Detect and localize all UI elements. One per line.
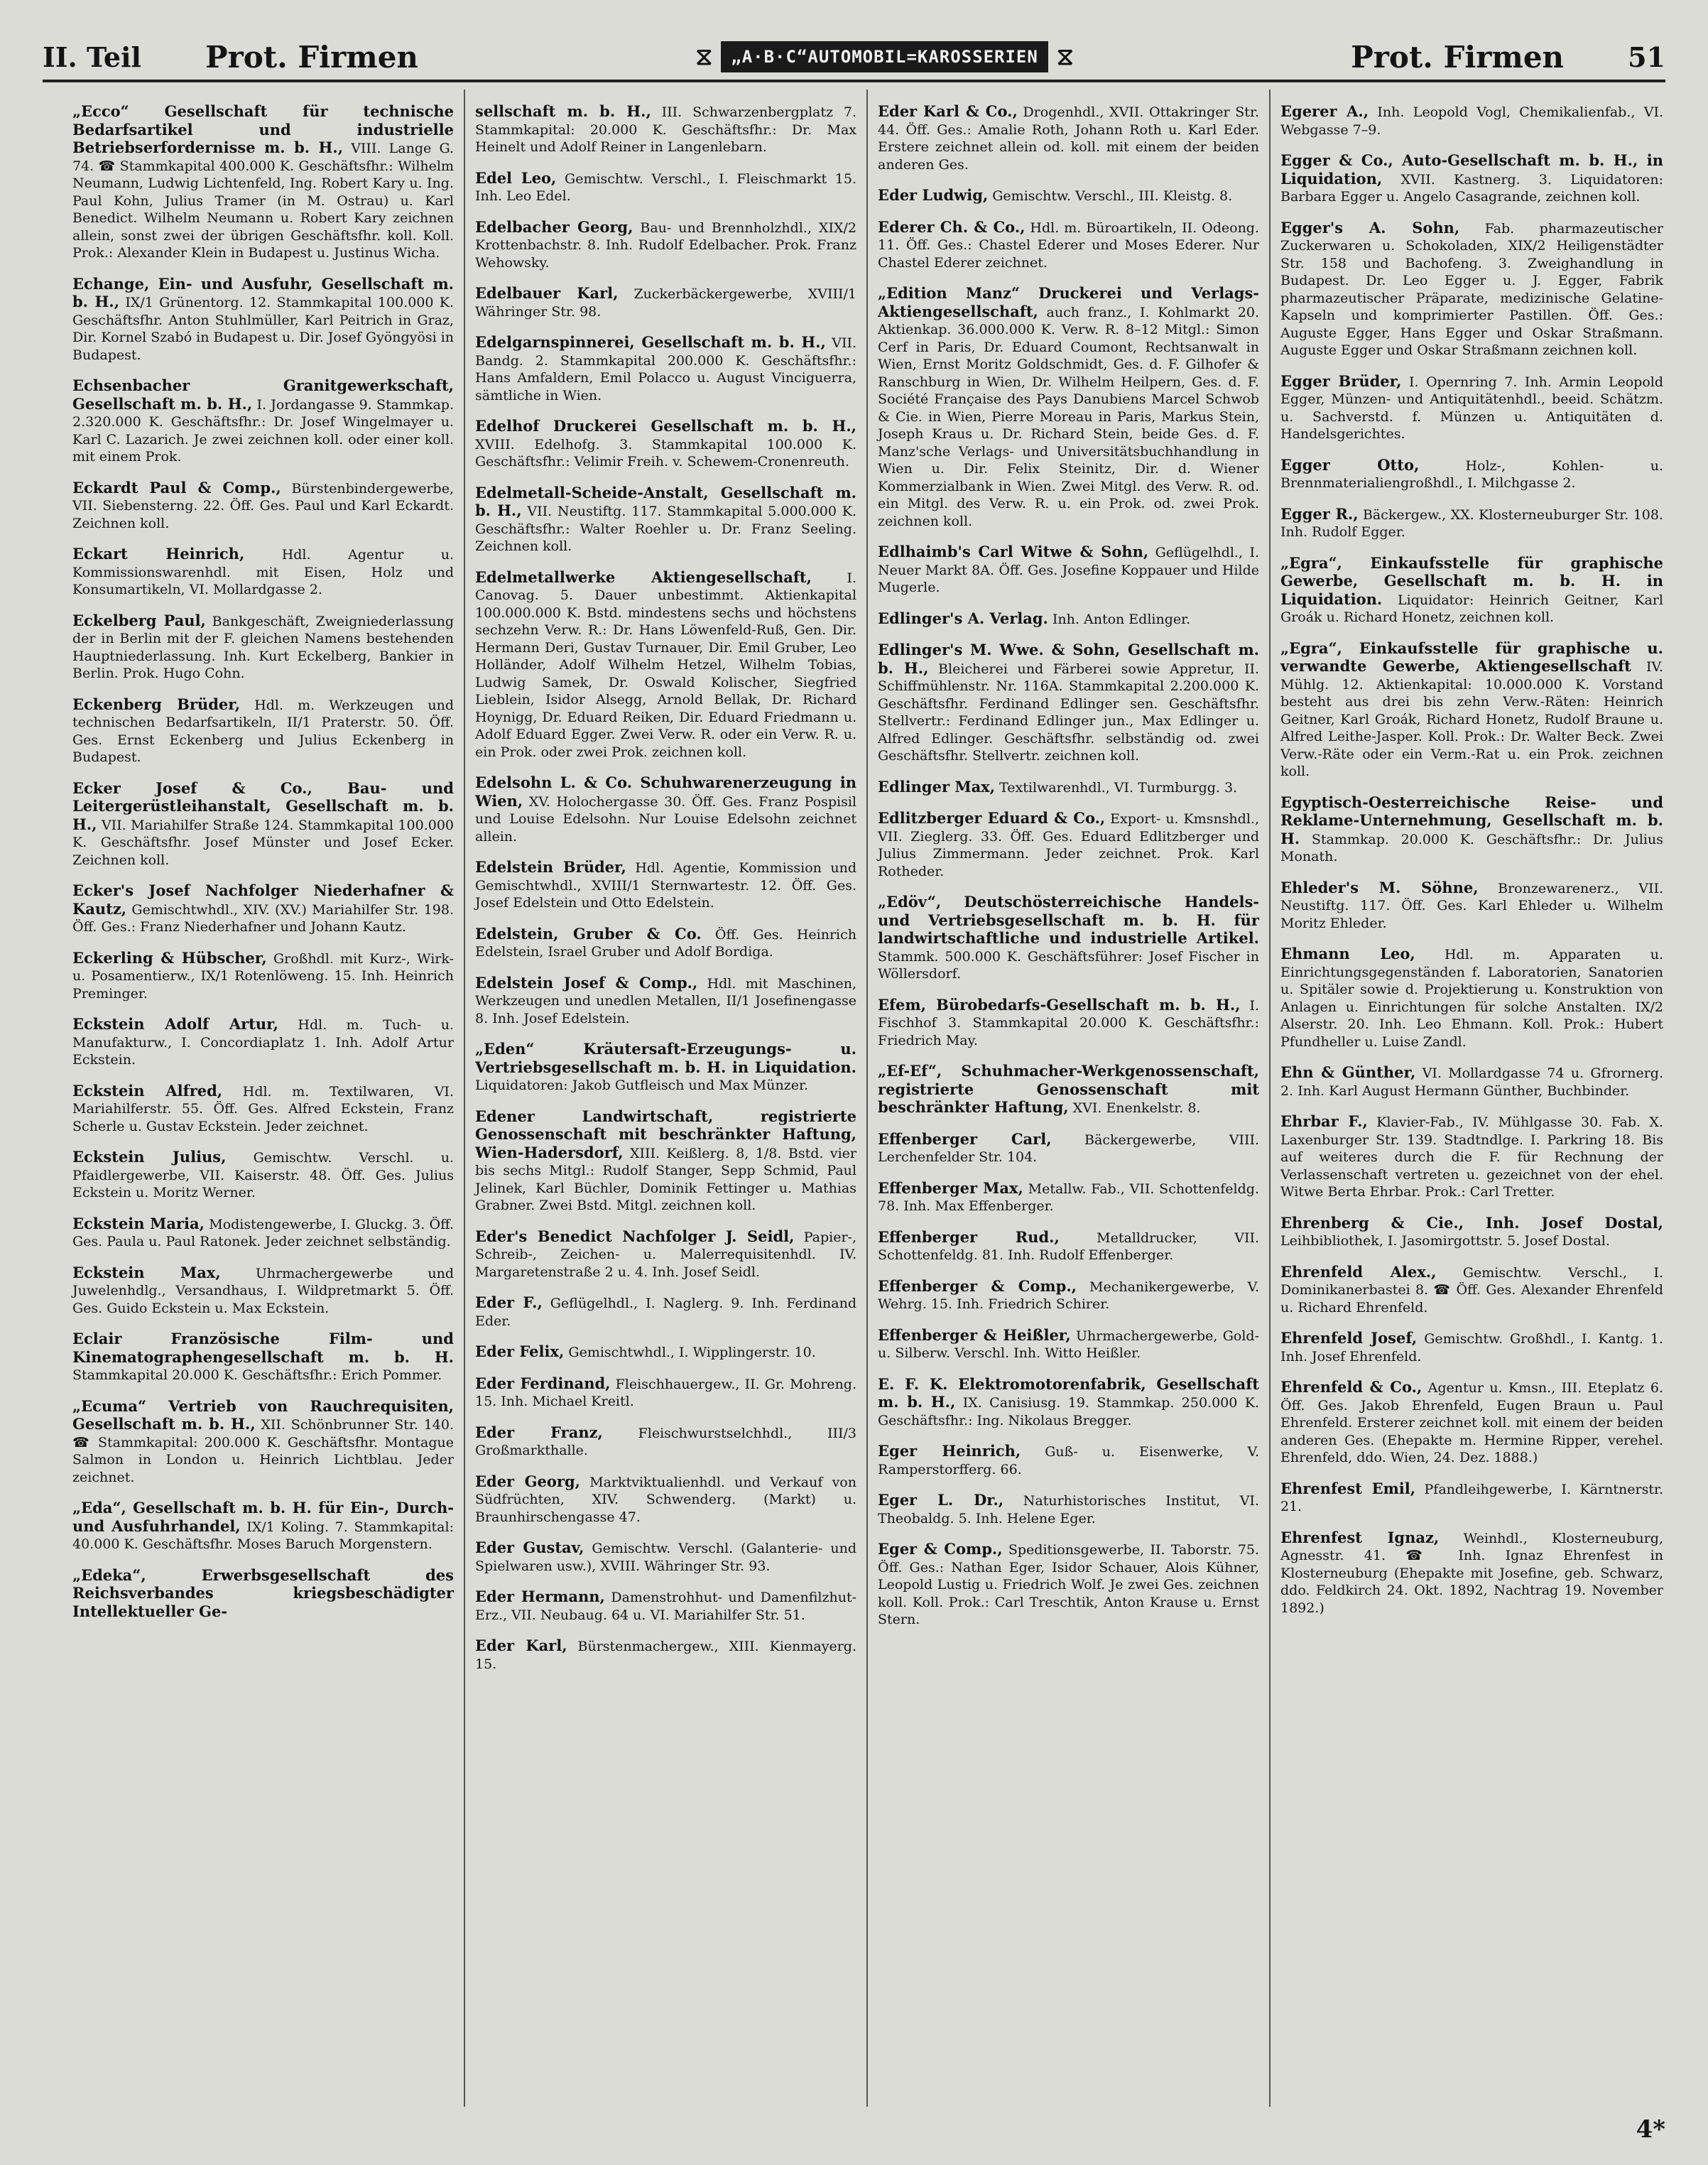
firm-name: „Edition Manz“ Druckerei und Verlags-Aktiengesellschaft, — [878, 284, 1259, 320]
firm-name: Eder's Benedict Nachfolger J. Seidl, — [475, 1227, 795, 1245]
firm-details: Speditionsgewerbe, II. Taborstr. 75. Öff. Ges.: Nathan Eger, Isidor Schauer, Alois Kühner, Leopold Lustig u. Friedrich Wolf. Je zwei Ges. zeichnen koll. Koll. Prok.: Carl Treschtik, Anton Krause u. Ernst Stern. — [878, 1542, 1260, 1627]
firm-name: Edelsohn L. & Co. Schuhwarenerzeugung in Wien, — [475, 774, 856, 810]
directory-entry — [878, 778, 1259, 797]
directory-entry — [72, 1567, 454, 1622]
firm-details: Inh. Leopold Vogl, Chemikalienfab., VI. Webgasse 7–9. — [1280, 104, 1663, 138]
firm-details: VII. Bandg. 2. Stammkapital 200.000 K. Geschäftsfhr.: Hans Amfaldern, Emil Polacco u. August Vinciguerra, sämtliche in Wien. — [475, 335, 856, 403]
firm-name: Edelstein, Gruber & Co. — [475, 924, 702, 943]
firm-details: Hdl. m. Apparaten u. Einrichtungsgegenständen f. Laboratorien, Sanatorien u. Spitäler sowie d. Projektierung u. Konstruktion von Anlagen u. Einrichtungen für solche Anstalten. IX/2 Alserstr. 20. Inh. Leo Ehmann. Koll. Prok.: Hubert Pfundheller u. Luise Zandl. — [1280, 947, 1663, 1050]
directory-entry — [878, 1327, 1259, 1362]
directory-entry — [475, 285, 856, 320]
firm-name: „Edöv“, Deutschösterreichische Handels- und Vertriebsgesellschaft m. b. H. für landwirtschaftliche und industrielle Artikel. — [878, 893, 1259, 947]
directory-entry — [72, 1082, 454, 1136]
firm-details: I. Fischhof 3. Stammkapital 20.000 K. Geschäftsfhr.: Friedrich May. — [878, 997, 1259, 1048]
directory-entry — [475, 1424, 856, 1460]
directory-entry — [1280, 152, 1663, 206]
directory-entry — [1280, 794, 1663, 866]
directory-entry — [72, 1149, 454, 1202]
directory-entry — [1280, 945, 1663, 1051]
firm-name: Eckstein Adolf Artur, — [72, 1015, 278, 1033]
directory-entry — [1280, 1330, 1663, 1365]
firm-name: Eder Felix, — [475, 1342, 565, 1360]
firm-details: Papier-, Schreib-, Zeichen- u. Malerrequisitenhdl. IV. Margaretenstraße 2 u. 4. Inh. Josef Seidl. — [475, 1229, 856, 1280]
firm-details: auch franz., I. Kohlmarkt 20. Aktienkap. 36.000.000 K. Verw. R. 8–12 Mitgl.: Simon Cerf in Paris, Dr. Eduard Coumont, Rechtsanwalt in Wien, Ernst Moritz Goldschmidt, Ges. d. F. Gilhofer & Ranschburg in Wien, Dr. Wilhelm Heilpern, Ges. d. F. Société Française des Pays Danubiens Marcel Schwob & Cie. in Wien, Pierre Moreau in Paris, Markus Stein, Joseph Kraus u. Dr. Richard Stein, beide Ges. d. F. Manz'sche Verlags- und Universitätsbuchhandlung in Wien u. Dir. Felix Steinitz, Dir. d. Wiener Kommerzialbank in Wien. Zwei Mitgl. des Verw. R. od. ein Mitgl. des Verw. R. u. ein Prok. od. zwei Prok. zeichnen koll. — [878, 304, 1259, 529]
firm-details: Gemischtw. Verschl. (Galanterie- und Spielwaren usw.), XVIII. Währinger Str. 93. — [475, 1541, 856, 1574]
firm-details: Hdl. Agentie, Kommission und Gemischtwhdl., XVIII/1 Sternwartestr. 12. Öff. Ges. Josef Edelstein und Otto Edelstein. — [475, 860, 856, 911]
directory-entry — [878, 219, 1259, 272]
directory-entry — [1280, 1064, 1663, 1100]
firm-details: Uhrmachergewerbe, Gold- u. Silberw. Verschl. Inh. Witto Heißler. — [878, 1328, 1259, 1361]
directory-entry — [878, 1492, 1259, 1527]
directory-entry — [475, 1228, 856, 1281]
directory-entry — [1280, 1215, 1663, 1250]
directory-entry — [1280, 1379, 1663, 1467]
firm-name: Eder Karl & Co., — [878, 102, 1018, 120]
directory-entry — [72, 950, 454, 1003]
directory-entry — [475, 1108, 856, 1215]
column-3 — [868, 89, 1271, 2107]
directory-entry — [475, 926, 856, 961]
firm-details: III. Schwarzenbergplatz 7. Stammkapital: 20.000 K. Geschäftsfhr.: Dr. Max Heinelt und Adolf Reiner in Langenlebarn. — [475, 104, 857, 155]
directory-entry — [475, 1539, 856, 1575]
firm-name: Ehrenfeld Josef, — [1280, 1329, 1418, 1347]
firm-name: Eclair Französische Film- und Kinematographengesellschaft m. b. H. — [72, 1330, 454, 1366]
firm-details: Gemischtwhdl., I. Wipplingerstr. 10. — [568, 1345, 816, 1360]
firm-details: Stammkap. 20.000 K. Geschäftsfhr.: Dr. Julius Monath. — [1280, 831, 1663, 864]
firm-name: Eckstein Max, — [72, 1263, 221, 1281]
directory-entry — [878, 1063, 1259, 1117]
firm-details: Marktviktualienhdl. und Verkauf von Südfrüchten, XIV. Schwenderg. (Markt) u. Braunhirschengasse 47. — [475, 1474, 856, 1525]
firm-name: Edlinger Max, — [878, 777, 996, 796]
firm-name: Ehn & Günther, — [1280, 1063, 1416, 1081]
directory-entry — [878, 1180, 1259, 1215]
directory-entry — [1280, 457, 1663, 492]
firm-details: Textilwarenhdl., VI. Turmburgg. 3. — [999, 779, 1238, 796]
firm-details: I. Opernring 7. Inh. Armin Leopold Egger, Münzen- und Antiquitätenhdl., beeid. Schätzm. u. Sachverstd. f. Münzen u. Antiquitäten d. Handelsgerichtes. — [1280, 374, 1663, 442]
directory-entry — [475, 1637, 856, 1673]
directory-entry — [878, 1229, 1259, 1264]
firm-details: Gemischtw. Verschl., I. Dominikanerbastei 8. ☎ Öff. Ges. Alexander Ehrenfeld u. Richard Ehrenfeld. — [1280, 1264, 1663, 1315]
directory-entry — [878, 1131, 1259, 1166]
firm-name: Egger Brüder, — [1280, 371, 1402, 390]
firm-name: Eder Hermann, — [475, 1588, 605, 1605]
firm-name: Edelbacher Georg, — [475, 217, 633, 236]
firm-details: VI. Mollardgasse 74 u. Gfrornerg. 2. Inh. Karl August Hermann Günther, Buchbinder. — [1280, 1065, 1663, 1099]
firm-name: Echsenbacher Granitgewerkschaft, Gesellschaft m. b. H., — [72, 376, 454, 413]
firm-name: Eder Ludwig, — [878, 186, 989, 204]
directory-entry — [72, 276, 454, 364]
firm-details: Holz-, Kohlen- u. Brennmaterialiengroßhdl., I. Milchgasse 2. — [1280, 457, 1663, 491]
running-title-right: Prot. Firmen — [1351, 39, 1565, 75]
firm-details: Klavier-Fab., IV. Mühlgasse 30. Fab. X. Laxenburger Str. 139. Stadtndlge. I. Parkring 18. Bis auf weiteres durch die F. für Rechnung der Verlassenschaft vertreten u. gezeichnet von der ehel. Witwe Berta Ehrbar. Prok.: Carl Tretter. — [1280, 1114, 1663, 1200]
firm-name: „Egra“, Einkaufsstelle für graphische Gewerbe, Gesellschaft m. b. H. in Liquidation. — [1280, 553, 1663, 608]
firm-name: Effenberger Max, — [878, 1178, 1023, 1197]
firm-name: Edlinger's A. Verlag. — [878, 609, 1048, 627]
firm-name: Edlinger's M. Wwe. & Sohn, Gesellschaft m. b. H., — [878, 641, 1259, 677]
header-right — [1351, 40, 1665, 75]
firm-name: Edener Landwirtschaft, registrierte Genossenschaft mit beschränkter Haftung, Wien-Hadersdorf, — [475, 1107, 856, 1161]
firm-name: Eder Ferdinand, — [475, 1374, 611, 1392]
directory-entry — [1280, 219, 1663, 359]
column-2 — [465, 89, 868, 2107]
firm-name: „Eda“, Gesellschaft m. b. H. für Ein-, Durch- und Ausfuhrhandel, — [72, 1499, 454, 1535]
firm-details: IX/1 Koling. 7. Stammkapital: 40.000 K. Geschäftsfhr. Moses Baruch Morgenstern. — [72, 1519, 454, 1552]
firm-details: Fleischwurstselchhdl., III/3 Großmarkthalle. — [475, 1425, 856, 1458]
directory-entry — [475, 1041, 856, 1095]
firm-name: Eckstein Alfred, — [72, 1081, 223, 1100]
firm-name: Ehleder's M. Söhne, — [1280, 878, 1479, 896]
directory-entry — [878, 1376, 1259, 1430]
directory-entry — [72, 1330, 454, 1384]
firm-name: Effenberger & Comp., — [878, 1276, 1077, 1295]
firm-details: Stammk. 500.000 K. Geschäftsführer: Josef Fischer in Wöllersdorf. — [878, 948, 1259, 982]
firm-name: „Edeka“, Erwerbsgesellschaft des Reichsverbandes kriegsbeschädigter Intellektueller Ge- — [72, 1566, 454, 1620]
firm-details: Guß- u. Eisenwerke, V. Ramperstorfferg. 66. — [878, 1444, 1259, 1477]
firm-details: Mechanikergewerbe, V. Wehrg. 15. Inh. Friedrich Schirer. — [878, 1279, 1260, 1312]
directory-entry — [878, 1443, 1259, 1478]
firm-details: Stammkapital 20.000 K. Geschäftsfhr.: Erich Pommer. — [72, 1367, 442, 1383]
firm-name: Edelmetallwerke Aktiengesellschaft, — [475, 568, 812, 586]
directory-entry — [878, 997, 1259, 1050]
directory-entry — [1280, 555, 1663, 626]
directory-entry — [878, 103, 1259, 173]
firm-details: Bankgeschäft, Zweigniederlassung der in Berlin mit der F. gleichen Namens bestehenden Hauptniederlassung. Inh. Kurt Eckelberg, Bankier in Berlin. Prok. Hugo Cohn. — [72, 613, 454, 681]
directory-entry — [1280, 506, 1663, 541]
firm-name: Eder Georg, — [475, 1472, 580, 1490]
directory-entry — [1280, 1529, 1663, 1617]
directory-entry — [72, 103, 454, 262]
firm-details: Hdl. m. Werkzeugen und technischen Bedarfsartikeln, II/1 Praterstr. 50. Öff. Ges. Ernst Eckenberg und Julius Eckenberg in Budapest. — [72, 697, 454, 765]
directory-entry — [475, 1294, 856, 1330]
signature-mark: 4* — [1636, 2115, 1665, 2144]
firm-name: E. F. K. Elektromotorenfabrik, Gesellschaft m. b. H., — [878, 1374, 1259, 1411]
directory-entry — [475, 859, 856, 912]
firm-details: Agentur u. Kmsn., III. Eteplatz 6. Öff. Ges. Jakob Ehrenfeld, Eugen Braun u. Paul Ehrenfeld. Ersterer zeichnet koll. mit einem der beiden anderen Ges. (Ehepakte m. Hermine Ripper, verehel. Ehrenfeld, ddo. Wien, 24. Dez. 1888.) — [1280, 1380, 1664, 1465]
directory-entry — [72, 696, 454, 766]
directory-entry — [72, 479, 454, 533]
firm-details: Geflügelhdl., I. Naglerg. 9. Inh. Ferdinand Eder. — [475, 1296, 856, 1329]
firm-name: Egger & Co., Auto-Gesellschaft m. b. H., in Liquidation, — [1280, 151, 1663, 188]
directory-entry — [878, 894, 1259, 983]
firm-details: Bau- und Brennholzhdl., XIX/2 Krottenbachstr. 8. Inh. Rudolf Edelbacher. Prok. Franz Wehowsky. — [475, 219, 856, 271]
directory-entry — [72, 1398, 454, 1487]
firm-name: Effenberger Rud., — [878, 1227, 1060, 1246]
firm-name: „Ecco“ Gesellschaft für technische Bedarfsartikel und industrielle Betriebserfordernisse m. b. H., — [72, 102, 454, 156]
firm-name: Eckstein Maria, — [72, 1214, 205, 1232]
page-header — [43, 34, 1665, 82]
firm-name: Eder Karl, — [475, 1637, 567, 1654]
brand-logo-right-icon: ⧖ — [1056, 43, 1074, 71]
directory-entry — [475, 103, 856, 156]
directory-entry — [475, 1343, 856, 1362]
directory-entry — [475, 774, 856, 845]
brand-logo-left-icon: ⧖ — [695, 43, 713, 71]
firm-details: Liquidatoren: Jakob Gutfleisch und Max Münzer. — [475, 1078, 808, 1093]
firm-details: Liquidator: Heinrich Geitner, Karl Groák u. Richard Honetz, zeichnen koll. — [1280, 592, 1663, 625]
firm-details: Hdl. m. Textilwaren, VI. Mariahilferstr. 55. Öff. Ges. Alfred Eckstein, Franz Scherle u. Gustav Eckstein. Jeder zeichnet. — [72, 1083, 454, 1134]
column-1 — [62, 89, 465, 2107]
firm-details: VII. Neustiftg. 117. Stammkapital 5.000.000 K. Geschäftsfhr.: Walter Roehler u. Dr. Franz Seeling. Zeichnen koll. — [475, 504, 856, 554]
firm-details: Hdl. mit Maschinen, Werkzeugen und unedlen Metallen, II/1 Josefinengasse 8. Inh. Josef Edelstein. — [475, 975, 856, 1026]
firm-details: Gemischtw. Verschl., I. Fleischmarkt 15. Inh. Leo Edel. — [475, 170, 856, 204]
firm-name: Egerer A., — [1280, 102, 1369, 120]
firm-details: VIII. Lange G. 74. ☎ Stammkapital 400.000 K. Geschäftsfhr.: Wilhelm Neumann, Ludwig Lichtenfeld, Ing. Robert Kary u. Ing. Paul Kohn, Julius Tramer (in M. Ostrau) u. Karl Benedict. Wilhelm Neumann u. Robert Kary zeichnen allein, sonst zwei der übrigen Geschäftsfhr. koll. Koll. Prok.: Alexander Klein in Budapest u. Justinus Wicha. — [72, 141, 454, 261]
directory-entry — [475, 569, 856, 761]
directory-entry — [878, 610, 1259, 629]
firm-details: Metalldrucker, VII. Schottenfeldg. 81. Inh. Rudolf Effenberger. — [878, 1230, 1259, 1263]
directory-entry — [72, 377, 454, 466]
firm-details: VII. Mariahilfer Straße 124. Stammkapital 100.000 K. Geschäftsfhr. Josef Münster und Josef Ecker. Zeichnen koll. — [72, 817, 454, 868]
firm-details: Export- u. Kmsnshdl., VII. Zieglerg. 33. Öff. Ges. Eduard Edlitzberger und Julius Zimmermann. Jeder zeichnet. Prok. Karl Rotheder. — [878, 811, 1259, 879]
firm-details: Zuckerbäckergewerbe, XVIII/1 Währinger Str. 98. — [475, 286, 856, 320]
firm-details: Weinhdl., Klosterneuburg, Agnesstr. 41. ☎ Inh. Ignaz Ehrenfest in Klosterneuburg (Ehepakte mit Josefine, geb. Schwarz, ddo. Feldkirch 24. Okt. 1892, Nachtrag 19. November 1892.) — [1280, 1530, 1663, 1616]
firm-details: I. Jordangasse 9. Stammkap. 2.320.000 K. Geschäftsfhr.: Dr. Josef Wingelmayer u. Karl C. Lazarich. Je zwei zeichnen koll. oder einer koll. mit einem Prok. — [72, 396, 454, 465]
firm-details: Gemischtw. Großhdl., I. Kantg. 1. Inh. Josef Ehrenfeld. — [1280, 1331, 1664, 1364]
firm-name: Eckelberg Paul, — [72, 611, 206, 629]
firm-name: Eger Heinrich, — [878, 1442, 1021, 1460]
firm-name: Ecker's Josef Nachfolger Niederhafner & Kautz, — [72, 881, 454, 918]
directory-entry — [475, 219, 856, 272]
directory-entry — [1280, 103, 1663, 139]
firm-name: Eder Franz, — [475, 1423, 603, 1441]
directory-entry — [72, 780, 454, 869]
firm-name: Eder Gustav, — [475, 1539, 584, 1556]
firm-name: Eckstein Julius, — [72, 1148, 227, 1166]
page-number: 51 — [1628, 40, 1665, 73]
firm-name: Effenberger Carl, — [878, 1129, 1052, 1148]
firm-name: Edelbauer Karl, — [475, 284, 619, 302]
firm-name: Ehrenfest Ignaz, — [1280, 1528, 1440, 1546]
firm-details: Bäckergew., XX. Klosterneuburger Str. 108. Inh. Rudolf Egger. — [1280, 506, 1663, 540]
header-advert — [695, 41, 1073, 72]
firm-details: Bürstenmachergew., XIII. Kienmayerg. 15. — [475, 1639, 857, 1672]
firm-name: „Eden“ Kräutersaft-Erzeugungs- u. Vertriebsgesellschaft m. b. H. in Liquidation. — [475, 1040, 856, 1076]
firm-details: XIII. Keißlerg. 8, 1/8. Bstd. vier bis sechs Mitgl.: Rudolf Stanger, Sepp Schmid, Paul Jelinek, Karl Büchler, Dominik Fettinger u. Mathias Grabner. Zwei Bstd. Mitgl. zeichnen koll. — [475, 1145, 856, 1213]
firm-details: Bürstenbindergewerbe, VII. Siebensterng. 22. Öff. Ges. Paul und Karl Eckardt. Zeichnen koll. — [72, 480, 454, 531]
directory-entry — [475, 418, 856, 471]
directory-entry — [878, 810, 1259, 880]
directory-entry — [475, 1473, 856, 1526]
directory-entry — [878, 285, 1259, 530]
firm-details: IX/1 Grünentorg. 12. Stammkapital 100.000 K. Geschäftsfhr. Anton Stuhlmüller, Karl Peitrich in Graz, Dir. Kornel Szabó in Budapest u. Dir. Josef Gyöngyösi in Budapest. — [72, 295, 454, 363]
firm-name: Edelgarnspinnerei, Gesellschaft m. b. H., — [475, 333, 826, 351]
directory-entry — [1280, 1113, 1663, 1201]
directory-entry — [72, 1264, 454, 1318]
firm-details: Fab. pharmazeutischer Zuckerwaren u. Schokoladen, XIX/2 Heiligenstädter Str. 158 und Bachofeng. 3. Zweighandlung in Budapest. Dr. Leo Egger u. J. Egger, Fabrik pharmazeutischer Präparate, medizinische Gelatine-Kapseln und komprimierter Pastillen. Öff. Ges.: Auguste Egger, Hans Egger und Oskar Straßmann. Auguste Egger und Oskar Straßmann zeichnen koll. — [1280, 220, 1663, 358]
directory-entry — [72, 612, 454, 683]
firm-details: IV. Mühlg. 12. Aktienkapital: 10.000.000 K. Vorstand besteht aus drei bis zehn Verw.-Räten: Heinrich Geitner, Karl Groák, Richard Honetz, Rudolf Braune u. Alfred Leithe-Jasper. Koll. Prok.: Dr. Walter Beck. Zwei Verw.-Räte oder ein Verm.-Rat u. ein Prok. zeichnen koll. — [1280, 659, 1663, 779]
firm-details: Modistengewerbe, I. Gluckg. 3. Öff. Ges. Paula u. Paul Ratonek. Jeder zeichnet selbständig. — [72, 1216, 454, 1249]
firm-name: Edlhaimb's Carl Witwe & Sohn, — [878, 543, 1149, 560]
firm-name: Egyptisch-Oesterreichische Reise- und Reklame-Unternehmung, Gesellschaft m. b. H. — [1280, 793, 1663, 847]
directory-entry — [1280, 373, 1663, 443]
firm-details: XVII. Kastnerg. 3. Liquidatoren: Barbara Egger u. Angelo Casagrande, zeichnen koll. — [1280, 171, 1663, 205]
firm-name: Echange, Ein- und Ausfuhr, Gesellschaft m. b. H., — [72, 274, 454, 310]
firm-details: Großhdl. mit Kurz-, Wirk- u. Posamentierw., IX/1 Rotenlöweng. 15. Inh. Heinrich Preminger. — [72, 950, 454, 1002]
firm-name: Eder F., — [475, 1293, 543, 1311]
firm-details: Gemischtw. Verschl. u. Pfaidlergewerbe, VII. Kaiserstr. 48. Öff. Ges. Julius Eckstein u. Moritz Werner. — [72, 1150, 454, 1200]
firm-details: Naturhistorisches Institut, VI. Theobaldg. 5. Inh. Helene Eger. — [878, 1493, 1259, 1526]
directory-entry — [878, 641, 1259, 765]
directory-entry — [878, 1541, 1259, 1629]
firm-details: Bronzewarenerz., VII. Neustiftg. 117. Öff. Ges. Karl Ehleder u. Wilhelm Moritz Ehleder. — [1280, 880, 1663, 931]
firm-name: Eger & Comp., — [878, 1540, 1003, 1558]
advert-banner: „A·B·C“AUTOMOBIL=KAROSSERIEN — [721, 41, 1048, 72]
firm-details: IX. Canisiusg. 19. Stammkap. 250.000 K. Geschäftsfhr.: Ing. Nikolaus Bregger. — [878, 1395, 1259, 1428]
directory-entry — [72, 1499, 454, 1553]
firm-name: Edel Leo, — [475, 168, 557, 187]
firm-details: Bleicherei und Färberei sowie Appretur, II. Schiffmühlenstr. Nr. 116A. Stammkapital 2.200.000 K. Geschäftsfhr. Ferdinand Edlinger sen. Geschäftsfhr. Stellvertr.: Ferdinand Edlinger jun., Max Edlinger u. Alfred Edlinger. Geschäftsfhr. selbständig od. zwei Geschäftsfhr. Stellvertr. zeichnen koll. — [878, 661, 1259, 764]
firm-details: Fleischhauergew., II. Gr. Mohreng. 15. Inh. Michael Kreitl. — [475, 1376, 856, 1409]
firm-details: I. Canovag. 5. Dauer unbestimmt. Aktienkapital 100.000.000 K. Bstd. mindestens sechs und höchstens sechzehn Verw. R.: Dr. Hans Löwenfeld-Ruß, Gen. Dir. Hermann Deri, Gustav Turnauer, Dir. Emil Gruber, Leo Holländer, Adolf Wilhelm Hetzel, Wilhelm Tobias, Ludwig Samek, Dr. Oswald Kolischer, Siegfried Lieblein, Isidor Alsegg, Arnold Bellak, Dr. Richard Hoynigg, Dr. Eduard Reiken, Dir. Eduard Friedmann u. Adolf Eduard Egger. Zwei Verw. R. oder ein Verw. R. u. ein Prok. oder zwei Prok. zeichnen koll. — [475, 570, 856, 760]
directory-entry — [72, 1215, 454, 1251]
firm-details: Gemischtw. Verschl., III. Kleistg. 8. — [992, 188, 1233, 204]
firm-name: Ehrenfeld & Co., — [1280, 1378, 1423, 1396]
directory-entry — [1280, 1480, 1663, 1516]
firm-details: Hdl. m. Büroartikeln, II. Odeong. 11. Öff. Ges.: Chastel Ederer und Moses Ederer. Nur Chastel Ederer zeichnet. — [878, 219, 1260, 271]
directory-entry — [475, 1588, 856, 1624]
firm-details: Drogenhdl., XVII. Ottakringer Str. 44. Öff. Ges.: Amalie Roth, Johann Roth u. Karl Eder. Erstere zeichnet allein od. koll. mit einem der beiden anderen Ges. — [878, 104, 1259, 173]
firm-name: Ehrenfeld Alex., — [1280, 1262, 1437, 1281]
directory-entry — [1280, 1264, 1663, 1317]
firm-name: Ehrenberg & Cie., Inh. Josef Dostal, — [1280, 1213, 1663, 1232]
running-title-left: Prot. Firmen — [205, 39, 418, 75]
firm-details: Pfandleihgewerbe, I. Kärntnerstr. 21. — [1280, 1481, 1663, 1514]
firm-name: Eger L. Dr., — [878, 1491, 1004, 1509]
directory-entry — [1280, 879, 1663, 933]
directory-entry — [475, 1375, 856, 1411]
firm-details: Öff. Ges. Heinrich Edelstein, Israel Gruber und Adolf Bordiga. — [475, 926, 856, 960]
firm-details: Uhrmachergewerbe und Juwelenhdlg., Versandhaus, I. Wildpretmarkt 5. Öff. Ges. Guido Eckstein u. Max Eckstein. — [72, 1265, 454, 1316]
firm-name: Eckart Heinrich, — [72, 545, 245, 563]
firm-name: Ehmann Leo, — [1280, 945, 1415, 962]
firm-name: Edlitzberger Eduard & Co., — [878, 809, 1106, 827]
directory-entry — [878, 1278, 1259, 1313]
directory-entry — [475, 170, 856, 205]
firm-details: Damenstrohhut- und Damenfilzhut-Erz., VII. Neubaug. 64 u. VI. Mariahilfer Str. 51. — [475, 1590, 856, 1623]
firm-name: Eckenberg Brüder, — [72, 695, 241, 713]
firm-name: Edelstein Brüder, — [475, 858, 626, 876]
directory-entry — [72, 882, 454, 936]
directory-columns — [62, 89, 1675, 2107]
column-4 — [1271, 89, 1673, 2107]
firm-details: Metallw. Fab., VII. Schottenfeldg. 78. Inh. Max Effenberger. — [878, 1181, 1259, 1214]
firm-name: Edelmetall-Scheide-Anstalt, Gesellschaft m. b. H., — [475, 483, 856, 519]
directory-entry — [1280, 640, 1663, 781]
firm-name: Egger R., — [1280, 504, 1359, 523]
firm-name: Eckardt Paul & Comp., — [72, 478, 281, 497]
firm-details: XV. Holochergasse 30. Öff. Ges. Franz Pospisil und Louise Edelsohn. Nur Louise Edelsohn zeichnet allein. — [475, 793, 856, 845]
header-left — [43, 40, 418, 75]
firm-name: Eckerling & Hübscher, — [72, 948, 267, 967]
firm-details: Gemischtwhdl., XIV. (XV.) Mariahilfer Str. 198. Öff. Ges.: Franz Niederhafner und Johann Kautz. — [72, 901, 454, 935]
directory-entry — [72, 1016, 454, 1069]
firm-name: Ederer Ch. & Co., — [878, 217, 1026, 236]
directory-entry — [878, 543, 1259, 597]
firm-details: XVIII. Edelhofg. 3. Stammkapital 100.000 K. Geschäftsfhr.: Velimir Freih. v. Schewem-Cronenreuth. — [475, 436, 856, 470]
firm-name: Egger's A. Sohn, — [1280, 218, 1460, 237]
firm-name: Edelstein Josef & Comp., — [475, 973, 698, 992]
firm-name: Efem, Bürobedarfs-Gesellschaft m. b. H., — [878, 995, 1241, 1014]
firm-details: Geflügelhdl., I. Neuer Markt 8A. Öff. Ges. Josefine Koppauer und Hilde Mugerle. — [878, 545, 1259, 595]
firm-name: „Ef-Ef“, Schuhmacher-Werkgenossenschaft, registrierte Genossenschaft mit beschränkter Haftung, — [878, 1062, 1259, 1116]
firm-details: Hdl. Agentur u. Kommissionswarenhdl. mit Eisen, Holz und Konsumartikeln, VI. Mollardgasse 2. — [72, 547, 454, 597]
firm-name: Egger Otto, — [1280, 455, 1420, 474]
firm-details: Bäckergewerbe, VIII. Lerchenfelder Str. 104. — [878, 1132, 1260, 1165]
directory-entry — [878, 187, 1259, 205]
directory-entry — [72, 546, 454, 599]
firm-name: Effenberger & Heißler, — [878, 1325, 1071, 1344]
firm-name: Ehrenfest Emil, — [1280, 1479, 1416, 1497]
directory-entry — [475, 975, 856, 1028]
firm-name: Ehrbar F., — [1280, 1112, 1368, 1130]
firm-details: XII. Schönbrunner Str. 140. ☎ Stammkapital: 200.000 K. Geschäftsfhr. Montague Salmon in London u. Heinrich Lichtblau. Jeder zeichnet. — [72, 1417, 454, 1485]
part-label: II. Teil — [43, 40, 141, 73]
directory-entry — [475, 484, 856, 555]
firm-name: Edelhof Druckerei Gesellschaft m. b. H., — [475, 417, 856, 435]
firm-details: Leihbibliothek, I. Jasomirgottstr. 5. Josef Dostal. — [1280, 1233, 1610, 1249]
directory-entry — [475, 334, 856, 404]
firm-details: XVI. Enenkelstr. 8. — [1072, 1100, 1201, 1116]
firm-name: Ecker Josef & Co., Bau- und Leitergerüstleihanstalt, Gesellschaft m. b. H., — [72, 778, 454, 833]
firm-name: „Egra“, Einkaufsstelle für graphische u. verwandte Gewerbe, Aktiengesellschaft — [1280, 639, 1663, 675]
firm-name: „Ecuma“ Vertrieb von Rauchrequisiten, Gesellschaft m. b. H., — [72, 1396, 454, 1433]
firm-details: Inh. Anton Edlinger. — [1052, 611, 1191, 627]
firm-name: sellschaft m. b. H., — [475, 102, 651, 120]
firm-details: Hdl. m. Tuch- u. Manufakturw., I. Concordiaplatz 1. Inh. Adolf Artur Eckstein. — [72, 1017, 454, 1068]
